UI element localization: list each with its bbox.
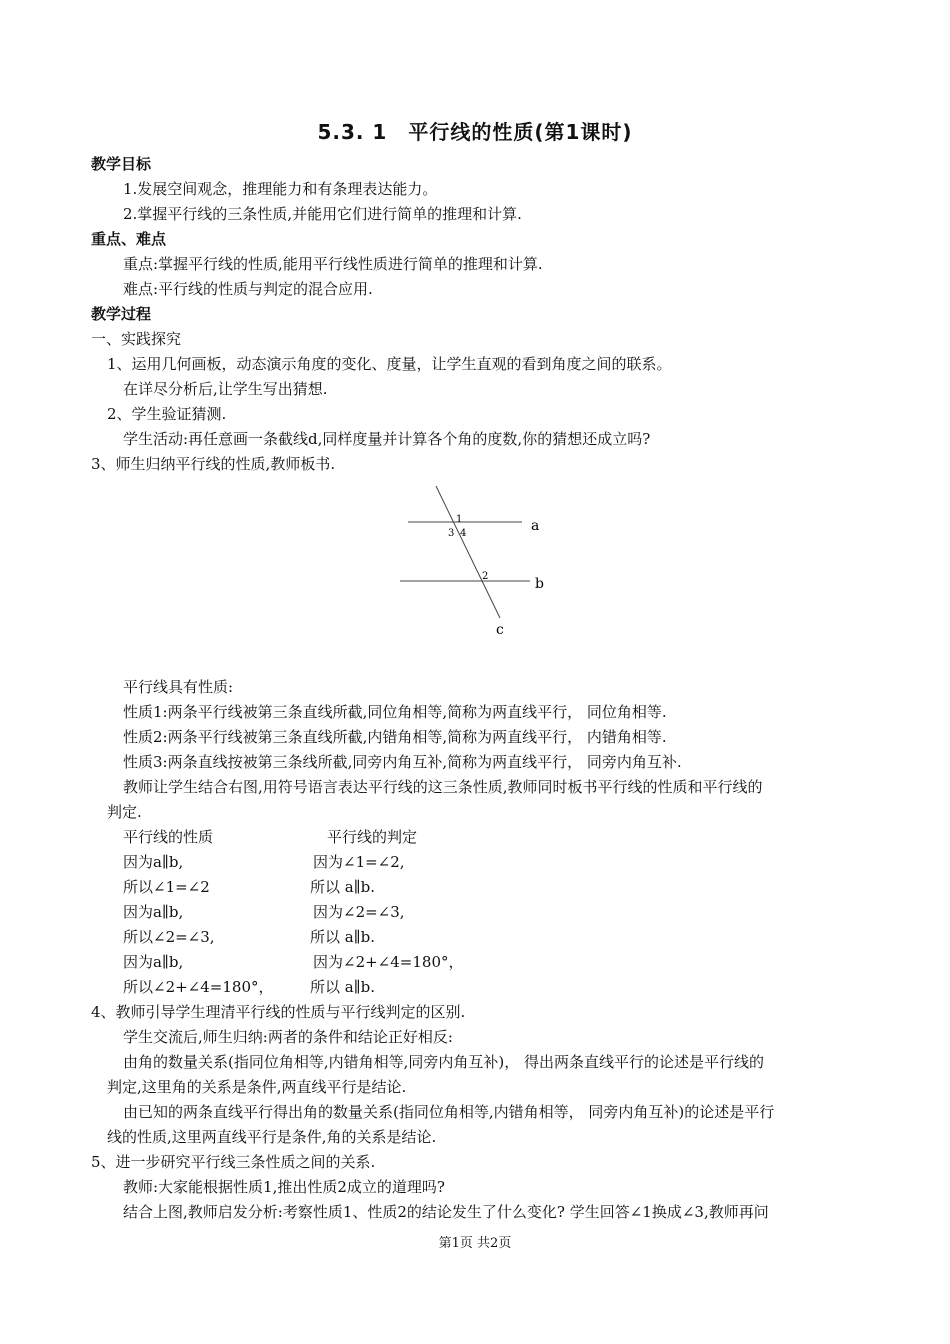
line-label-a: a <box>531 518 540 534</box>
comparison-right-header: 平行线的判定 <box>327 828 418 846</box>
goal-1: 1.发展空间观念，推理能力和有条理表达能力。 <box>123 180 438 198</box>
step-1: 1、运用几何画板，动态演示角度的变化、度量，让学生直观的看到角度之间的联系。 <box>107 355 672 373</box>
step-2b: 学生活动:再任意画一条截线d,同样度量并计算各个角的度数,你的猜想还成立吗? <box>123 430 651 448</box>
comparison-right-cell: 所以 a∥b. <box>310 978 376 996</box>
comparison-left-cell: 因为a∥b, <box>123 953 184 971</box>
comparison-left-cell: 所以∠1=∠2 <box>123 878 210 896</box>
part-1-heading: 一、实践探究 <box>91 330 182 348</box>
section-4-line-1: 学生交流后,师生归纳:两者的条件和结论正好相反: <box>123 1028 453 1046</box>
section-4-line-5: 线的性质,这里两直线平行是条件,角的关系是结论. <box>107 1128 437 1146</box>
step-2: 2、学生验证猜测. <box>107 405 227 423</box>
section-5-heading: 5、进一步研究平行线三条性质之间的关系. <box>91 1153 376 1171</box>
line-label-c: c <box>496 622 504 638</box>
comparison-left-cell: 因为a∥b, <box>123 903 184 921</box>
key-point: 重点:掌握平行线的性质,能用平行线性质进行简单的推理和计算. <box>123 255 543 273</box>
teacher-instruction-line-1: 教师让学生结合右图,用符号语言表达平行线的这三条性质,教师同时板书平行线的性质和平行线的 <box>123 778 763 796</box>
goal-2: 2.掌握平行线的三条性质,并能用它们进行简单的推理和计算. <box>123 205 522 223</box>
angle-label-1: 1 <box>456 514 463 525</box>
comparison-right-cell: 所以 a∥b. <box>310 928 376 946</box>
comparison-left-header: 平行线的性质 <box>123 828 214 846</box>
comparison-left-cell: 所以∠2+∠4=180°， <box>123 978 274 996</box>
comparison-left-cell: 所以∠2=∠3, <box>123 928 215 946</box>
comparison-right-cell: 因为∠1=∠2, <box>313 853 405 871</box>
step-3: 3、师生归纳平行线的性质,教师板书. <box>91 455 336 473</box>
parallel-lines-figure <box>390 480 570 645</box>
comparison-right-cell: 因为∠2=∠3, <box>313 903 405 921</box>
section-4-line-4: 由已知的两条直线平行得出角的数量关系(指同位角相等,内错角相等， 同旁内角互补)的论述是平行 <box>123 1103 775 1121</box>
teacher-instruction-line-2: 判定. <box>107 803 142 821</box>
property-3: 性质3:两条直线按被第三条线所截,同旁内角互补,简称为两直线平行， 同旁内角互补. <box>123 753 682 771</box>
line-label-b: b <box>535 576 544 592</box>
difficult-point: 难点:平行线的性质与判定的混合应用. <box>123 280 373 298</box>
page-footer: 第1页 共2页 <box>438 1236 512 1251</box>
comparison-left-cell: 因为a∥b, <box>123 853 184 871</box>
section-4-line-3: 判定,这里角的关系是条件,两直线平行是结论. <box>107 1078 407 1096</box>
goals-heading: 教学目标 <box>91 155 152 173</box>
page-title: 5.3. 1 平行线的性质(第1课时) <box>317 120 633 144</box>
properties-intro: 平行线具有性质: <box>123 678 234 696</box>
section-4-line-2: 由角的数量关系(指同位角相等,内错角相等,同旁内角互补)， 得出两条直线平行的论述是平行线的 <box>123 1053 765 1071</box>
section-4-heading: 4、教师引导学生理清平行线的性质与平行线判定的区别. <box>91 1003 466 1021</box>
angle-label-3: 3 <box>448 528 455 539</box>
property-2: 性质2:两条平行线被第三条直线所截,内错角相等,简称为两直线平行， 内错角相等. <box>123 728 667 746</box>
angle-label-4: 4 <box>460 528 467 539</box>
process-heading: 教学过程 <box>91 305 152 323</box>
section-5-line-2: 结合上图,教师启发分析:考察性质1、性质2的结论发生了什么变化? 学生回答∠1换成∠3,教师再问 <box>123 1203 769 1221</box>
angle-label-2: 2 <box>482 571 489 582</box>
property-1: 性质1:两条平行线被第三条直线所截,同位角相等,简称为两直线平行， 同位角相等. <box>123 703 667 721</box>
step-1b: 在详尽分析后,让学生写出猜想. <box>123 380 328 398</box>
section-5-line-1: 教师:大家能根据性质1,推出性质2成立的道理吗? <box>123 1178 445 1196</box>
comparison-right-cell: 所以 a∥b. <box>310 878 376 896</box>
line-c <box>436 486 500 618</box>
comparison-right-cell: 因为∠2+∠4=180°， <box>313 953 464 971</box>
key-heading: 重点、难点 <box>91 230 167 248</box>
